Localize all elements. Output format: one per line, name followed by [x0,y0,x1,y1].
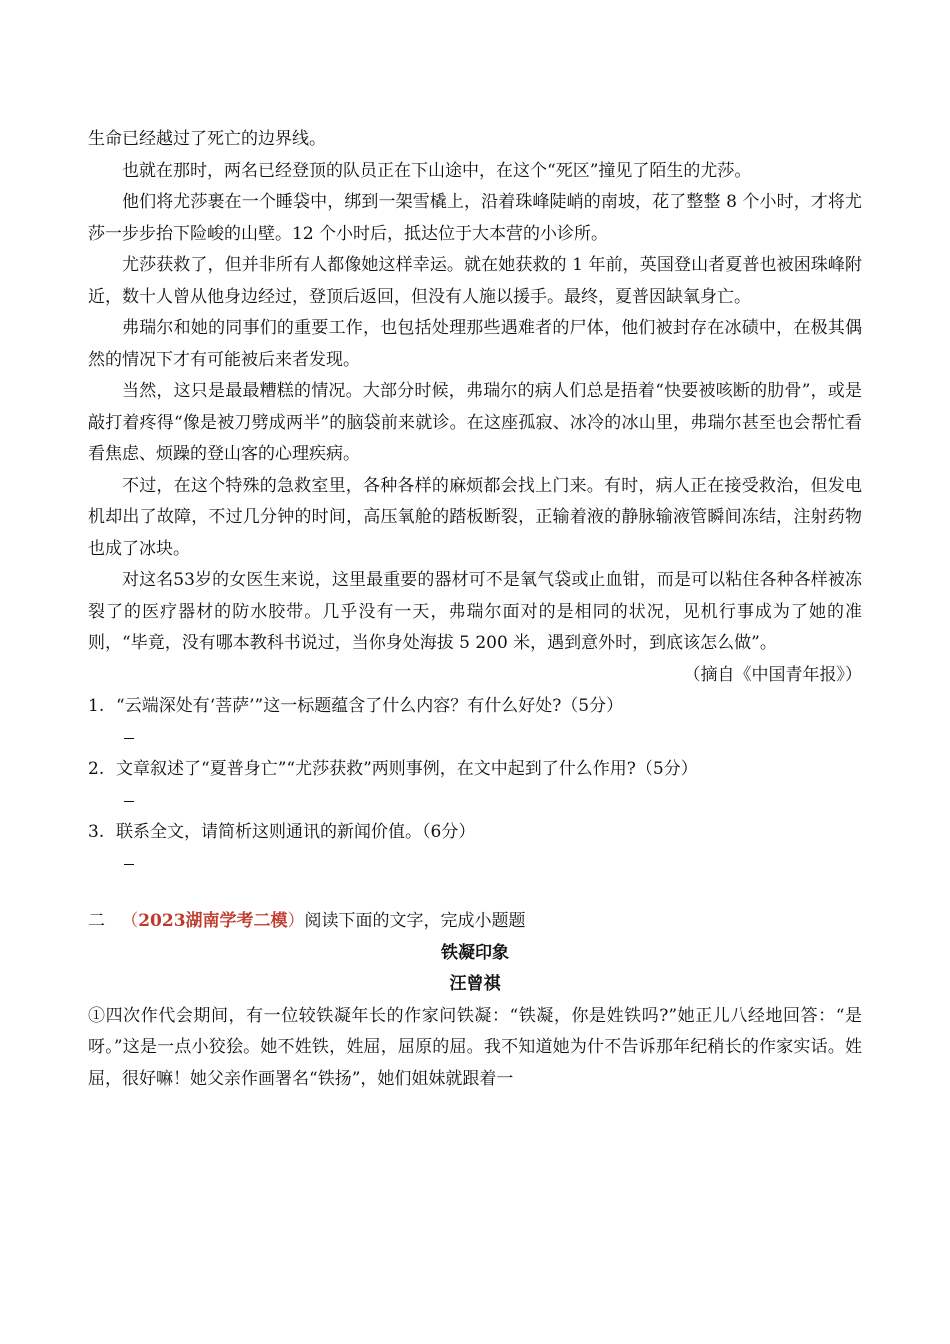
source-name: 湖南学考二模 [185,911,288,931]
paragraph: 不过，在这个特殊的急救室里，各种各样的麻烦都会找上门来。有时，病人正在接受救治，但发电机却出了故障，不过几分钟的时间，高压氧舱的踏板断裂，正输着液的静脉输液管瞬间冻结，注射药物也成了冰块。 [88,475,862,559]
question-text: 联系全文，请简析这则通讯的新闻价值。（6分） [116,822,476,842]
paragraph: ①四次作代会期间，有一位较铁凝年长的作家问铁凝：“铁凝，你是姓铁吗?”她正儿八经地回答：“是呀。”这是一点小狡狯。她不姓铁，姓屈，屈原的屈。我不知道她为什不告诉那年纪稍长的作家实话。姓屈，很好嘛！她父亲作画署名“铁扬”，她们姐妹就跟着一 [88,1005,862,1089]
answer-blank[interactable] [124,786,862,818]
source-open: （ [121,911,139,931]
document-page [88,124,862,1095]
paragraph: 尤莎获救了，但并非所有人都像她这样幸运。就在她获救的 1 年前，英国登山者夏普也被困珠峰附近，数十人曾从他身边经过，登顶后返回，但没有人施以援手。最终，夏普因缺氧身亡。 [88,255,862,307]
answer-blank[interactable] [124,723,862,755]
section-number: 二 [88,911,105,931]
paragraph: 对这名53岁的女医生来说，这里最重要的器材可不是氧气袋或止血钳，而是可以粘住各种各样被冻裂了的医疗器材的防水胶带。几乎没有一天，弗瑞尔面对的是相同的状况，见机行事成为了她的准则，“毕竟，没有哪本教科书说过，当你身处海拔 5 200 米，遇到意外时，到底该怎么做”。 [88,570,862,653]
answer-blank[interactable] [124,849,862,881]
question-text: 文章叙述了“夏普身亡”“尤莎获救”两则事例，在文中起到了什么作用?（5分） [116,759,698,779]
source-citation: （摘自《中国青年报》） [683,664,862,685]
section-heading [88,906,862,938]
article-title: 铁凝印象 [441,942,509,963]
article-author: 汪曾祺 [449,974,501,994]
section-instruction: 阅读下面的文字，完成小题题 [304,911,526,931]
question-2 [88,754,862,786]
question-number: 2. [88,759,105,779]
paragraph: 他们将尤莎裹在一个睡袋中，绑到一架雪橇上，沿着珠峰陡峭的南坡，花了整整 8 个小时，才将尤莎一步步抬下险峻的山壁。12 个小时后，抵达位于大本营的小诊所。 [88,192,862,244]
paragraph: 当然，这只是最最糟糕的情况。大部分时候，弗瑞尔的病人们总是捂着“快要被咳断的肋骨”，或是敲打着疼得“像是被刀劈成两半”的脑袋前来就诊。在这座孤寂、冰冷的冰山里，弗瑞尔甚至也会帮忙看看焦虑、烦躁的登山客的心理疾病。 [88,381,862,464]
source-year: 2023 [138,911,186,931]
paragraph: 弗瑞尔和她的同事们的重要工作，也包括处理那些遇难者的尸体，他们被封存在冰碛中，在极其偶然的情况下才有可能被后来者发现。 [88,318,862,370]
question-text: “云端深处有‘菩萨’”这一标题蕴含了什么内容？有什么好处?（5分） [116,696,624,716]
question-1 [88,691,862,723]
source-close: ） [287,911,305,931]
question-3 [88,817,862,849]
question-number: 3. [88,822,105,842]
question-number: 1. [88,696,105,716]
paragraph: 生命已经越过了死亡的边界线。 [88,129,326,149]
paragraph: 也就在那时，两名已经登顶的队员正在下山途中，在这个“死区”撞见了陌生的尤莎。 [122,160,752,181]
